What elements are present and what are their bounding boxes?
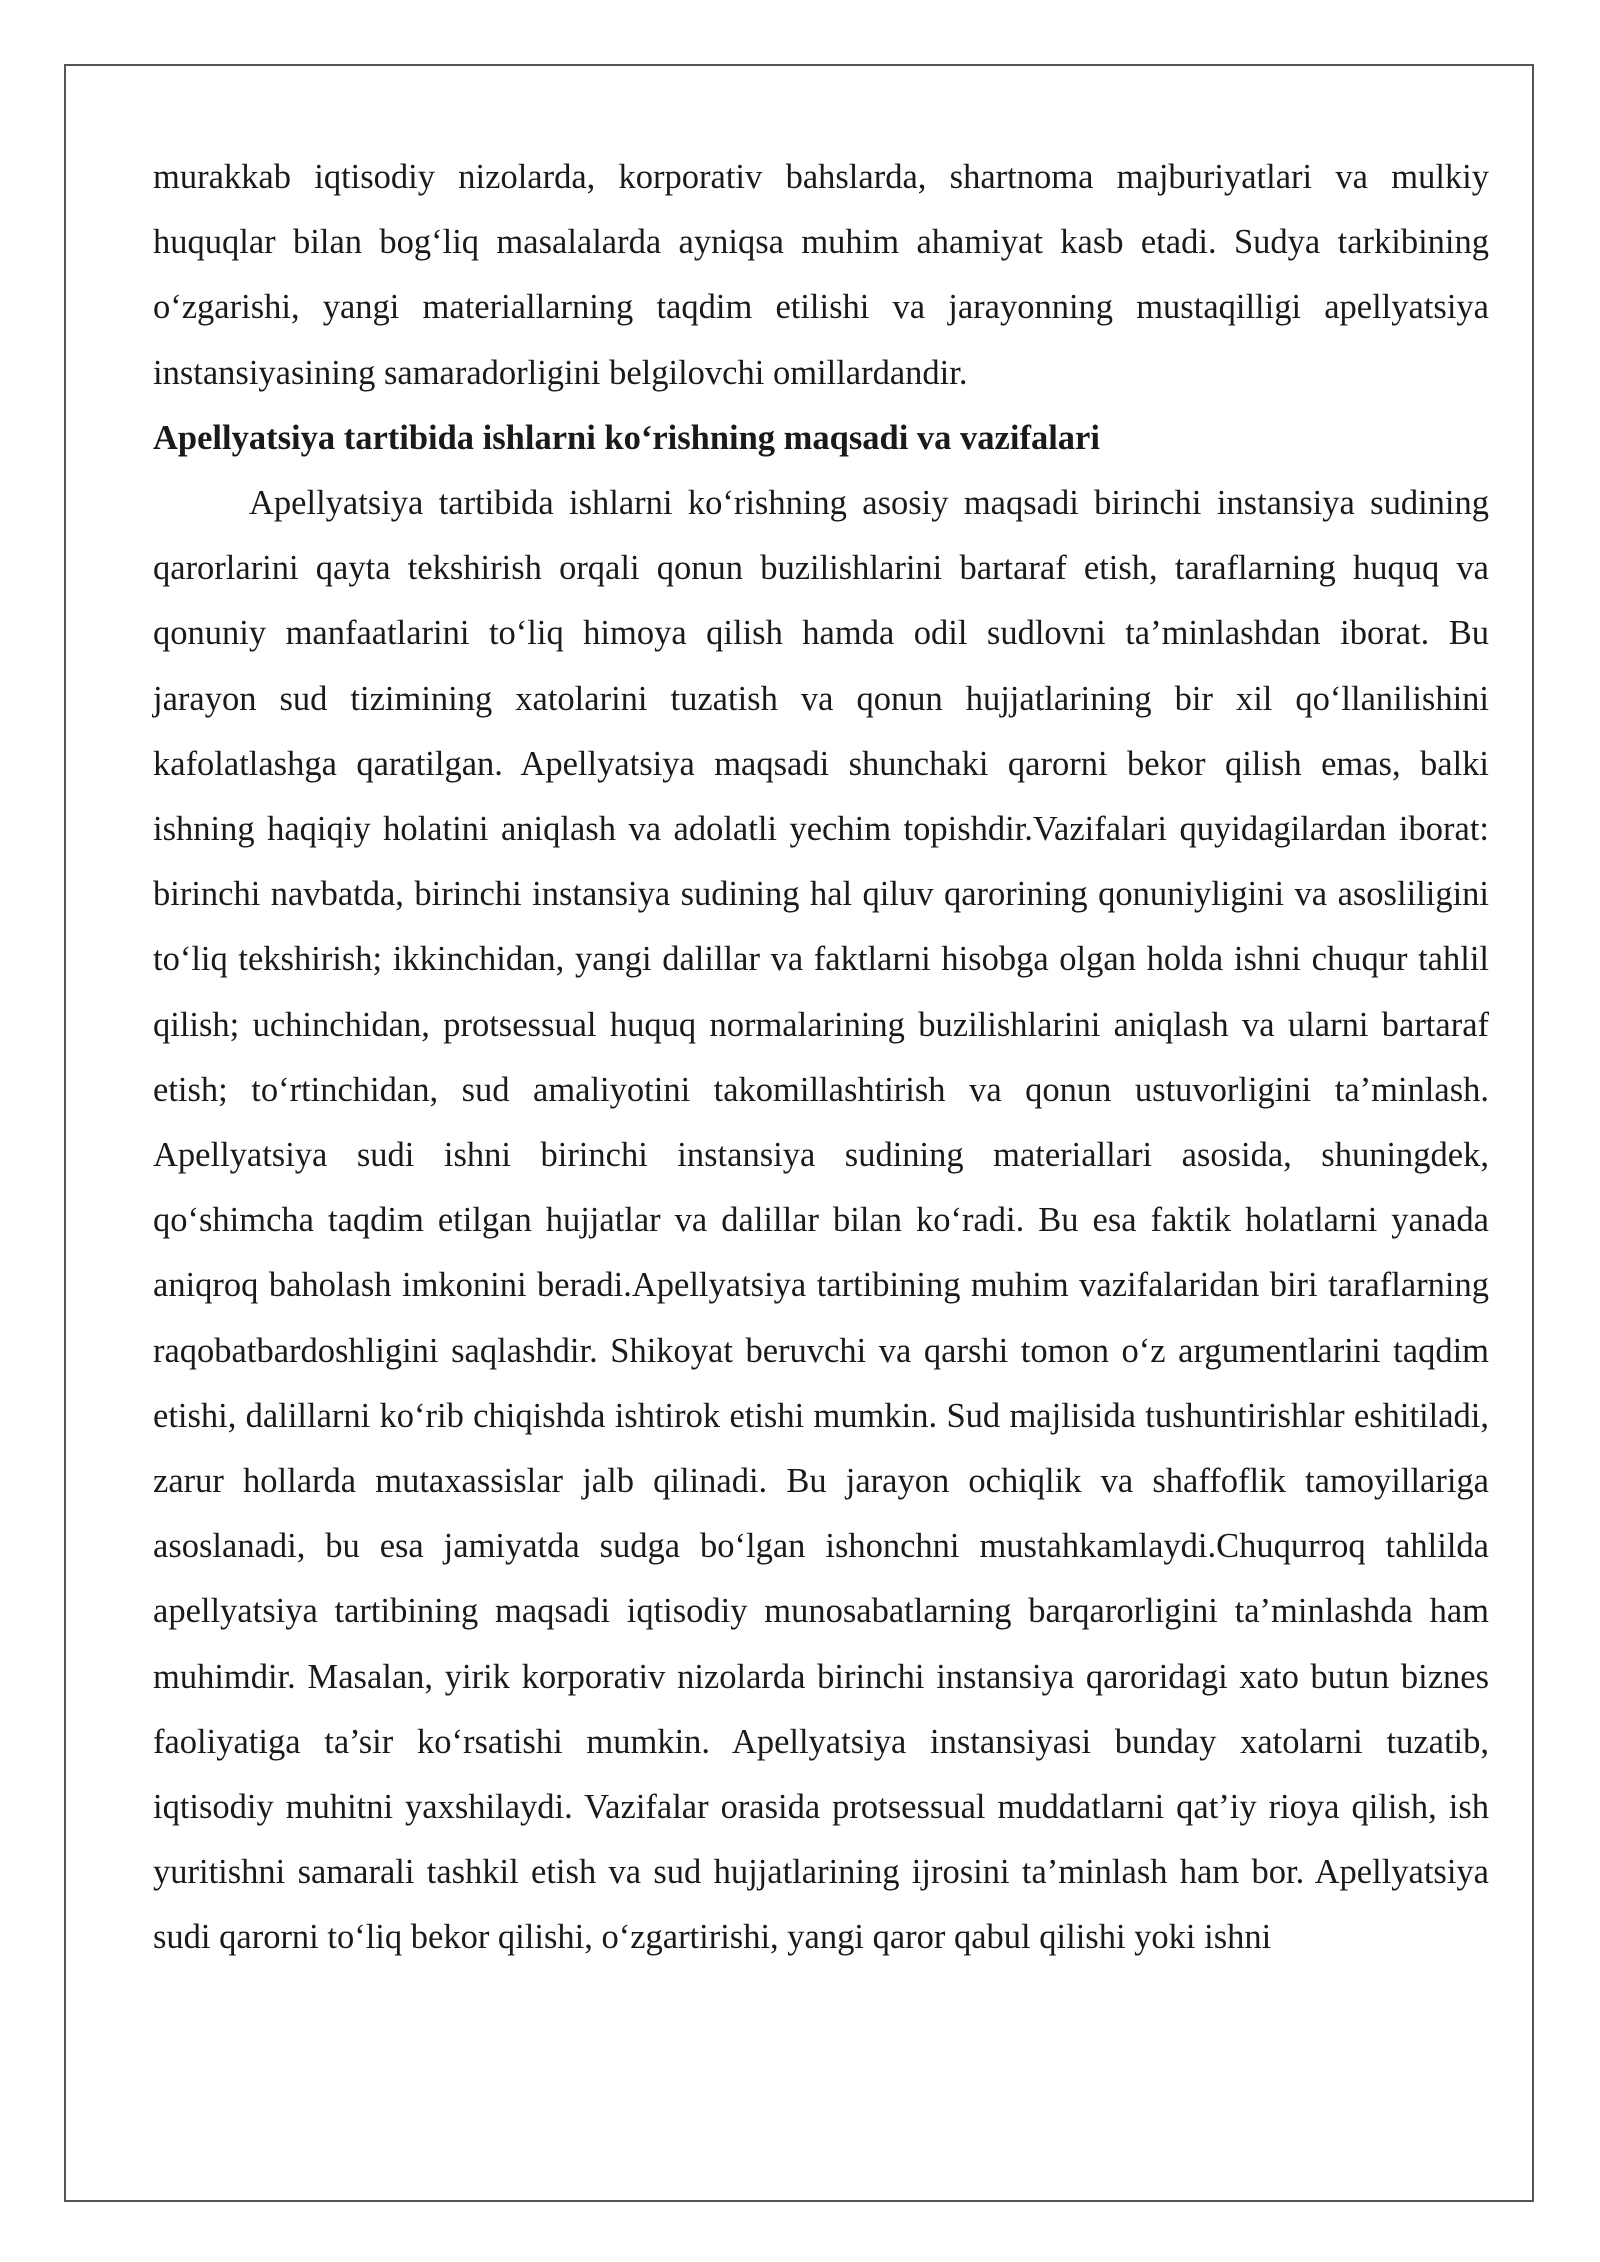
paragraph-main: Apellyatsiya tartibida ishlarni ko‘rishning asosiy maqsadi birinchi instansiya sudining qarorlarini qayta tekshirish orqali qonun buzilishlarini bartaraf etish, taraflarning huquq va qonuniy manfaatlarini to‘liq himoya qilish hamda odil sudlovni ta’minlashdan iborat. Bu jarayon sud tizimining xatolarini tuzatish va qonun hujjatlarining bir xil qo‘llanilishini kafolatlashga qaratilgan. Apellyatsiya maqsadi shunchaki qarorni bekor qilish emas, balki ishning haqiqiy holatini aniqlash va adolatli yechim topishdir.Vazifalari quyidagilardan iborat: birinchi navbatda, birinchi instansiya sudining hal qiluv qarorining qonuniyligini va asosliligini to‘liq tekshirish; ikkinchidan, yangi dalillar va faktlarni hisobga olgan holda ishni chuqur tahlil qilish; uchinchidan, protsessual huquq normalarining buzilishlarini aniqlash va ularni bartaraf etish; to‘rtinchidan, sud amaliyotini takomillashtirish va qonun ustuvorligini ta’minlash. Apellyatsiya sudi ishni birinchi instansiya sudining materiallari asosida, shuningdek, qo‘shimcha taqdim etilgan hujjatlar va dalillar bilan ko‘radi. Bu esa faktik holatlarni yanada aniqroq baholash imkonini beradi.Apellyatsiya tartibining muhim vazifalaridan biri taraflarning raqobatbardoshligini saqlashdir. Shikoyat beruvchi va qarshi tomon o‘z argumentlarini taqdim etishi, dalillarni ko‘rib chiqishda ishtirok etishi mumkin. Sud majlisida tushuntirishlar eshitiladi, zarur hollarda mutaxassislar jalb qilinadi. Bu jarayon ochiqlik va shaffoflik tamoyillariga asoslanadi, bu esa jamiyatda sudga bo‘lgan ishonchni mustahkamlaydi.Chuqurroq tahlilda apellyatsiya tartibining maqsadi iqtisodiy munosabatlarning barqarorligini ta’minlashda ham muhimdir. Masalan, yirik korporativ nizolarda birinchi instansiya qaroridagi xato butun biznes faoliyatiga ta’sir ko‘rsatishi mumkin. Apellyatsiya instansiyasi bunday xatolarni tuzatib, iqtisodiy muhitni yaxshilaydi. Vazifalar orasida protsessual muddatlarni qat’iy rioya qilish, ish yuritishni samarali tashkil etish va sud hujjatlarining ijrosini ta’minlash ham bor. Apellyatsiya sudi qarorni to‘liq bekor qilishi, o‘zgartirishi, yangi qaror qabul qilishi yoki ishni: [153, 484, 1489, 1957]
document-body: [153, 145, 1489, 1971]
paragraph-continued: murakkab iqtisodiy nizolarda, korporativ bahslarda, shartnoma majburiyatlari va mulkiy huquqlar bilan bog‘liq masalalarda ayniqsa muhim ahamiyat kasb etadi. Sudya tarkibining o‘zgarishi, yangi materiallarning taqdim etilishi va jarayonning mustaqilligi apellyatsiya instansiyasining samaradorligini belgilovchi omillardandir.: [153, 158, 1489, 392]
section-heading: Apellyatsiya tartibida ishlarni ko‘rishning maqsadi va vazifalari: [153, 418, 1100, 457]
